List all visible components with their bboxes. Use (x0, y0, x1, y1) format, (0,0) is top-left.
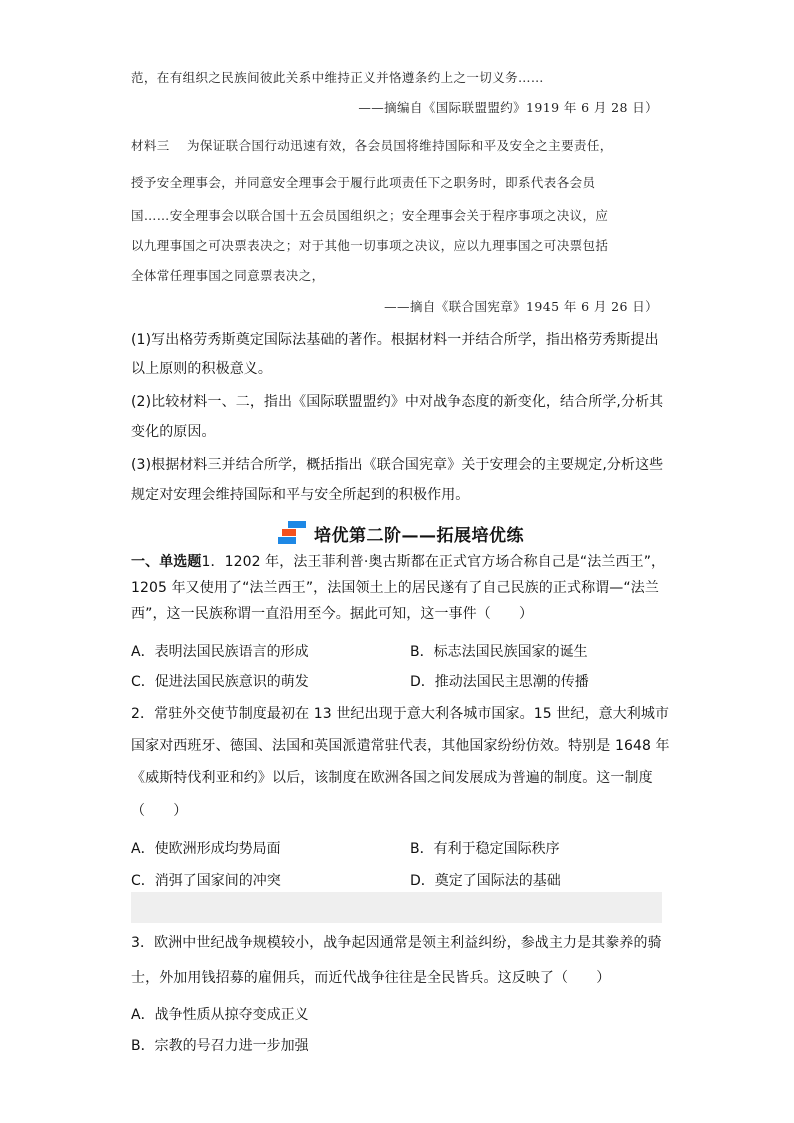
material-source: ——摘编自《国际联盟盟约》1919 年 6 月 28 日） (358, 100, 658, 115)
mc-question-3-line-1: 3．欧洲中世纪战争规模较小，战争起因通常是领主利益纠纷，参战主力是其豢养的骑 (131, 935, 662, 951)
mc-section-label: 一、单选题 (131, 554, 202, 570)
section-heading (278, 521, 524, 545)
material-text-line: 范，在有组织之民族间彼此关系中维持正义并恪遵条约上之一切义务…… (131, 70, 544, 85)
mc-question-2-line-2: 国家对西班牙、德国、法国和英国派遣常驻代表，其他国家纷纷仿效。特别是 1648 年 (131, 738, 670, 754)
mc-q3-option-b[interactable]: B．宗教的号召力进一步加强 (131, 1038, 309, 1054)
section-logo-icon (278, 521, 308, 545)
material-three-line-3: 国……安全理事会以联合国十五会员国组织之；安全理事会关于程序事项之决议，应 (131, 208, 609, 223)
mc-question-2-line-1: 2．常驻外交使节制度最初在 13 世纪出现于意大利各城市国家。15 世纪，意大利城市 (131, 706, 670, 722)
mc-question-1-line-2: 1205 年又使用了“法兰西王”，法国领土上的居民遂有了自己民族的正式称谓—“法兰 (131, 580, 659, 596)
mc-question-1-text: 1．1202 年，法王菲利普·奥古斯都在正式官方场合称自己是“法兰西王”， (201, 554, 666, 570)
section-title: 培优第二阶——拓展培优练 (314, 525, 524, 546)
mc-q1-option-b[interactable]: B．标志法国民族国家的诞生 (410, 644, 588, 660)
mc-q2-option-b[interactable]: B．有利于稳定国际秩序 (410, 841, 560, 857)
mc-question-2-line-4: （ ） (131, 803, 188, 819)
mc-q1-option-a[interactable]: A．表明法国民族语言的形成 (131, 644, 309, 660)
mc-q1-option-d[interactable]: D．推动法国民主思潮的传播 (410, 674, 589, 690)
question-3-line-2: 规定对安理会维持国际和平与安全所起到的积极作用。 (131, 487, 470, 503)
material-three-source: ——摘自《联合国宪章》1945 年 6 月 26 日） (384, 299, 658, 314)
mc-question-1-line-1 (131, 551, 665, 571)
mc-question-2-line-3: 《威斯特伐利亚和约》以后，该制度在欧洲各国之间发展成为普遍的制度。这一制度 (131, 770, 653, 786)
mc-q1-option-c[interactable]: C．促进法国民族意识的萌发 (131, 674, 309, 690)
mc-q2-option-a[interactable]: A．使欧洲形成均势局面 (131, 841, 281, 857)
mc-question-3-line-2: 士，外加用钱招募的雇佣兵，而近代战争往往是全民皆兵。这反映了（ ） (131, 970, 611, 986)
material-three-line-4: 以九理事国之可决票表决之；对于其他一切事项之决议，应以九理事国之可决票包括 (131, 238, 609, 253)
question-1-line-1: (1)写出格劳秀斯奠定国际法基础的著作。根据材料一并结合所学，指出格劳秀斯提出 (131, 332, 659, 348)
question-2-line-1: (2)比较材料一、二，指出《国际联盟盟约》中对战争态度的新变化，结合所学,分析其 (131, 394, 664, 410)
mc-q2-option-c[interactable]: C．消弭了国家间的冲突 (131, 873, 281, 889)
material-three-line-1: 材料三 为保证联合国行动迅速有效，各会员国将维持国际和平及安全之主要责任， (131, 138, 613, 153)
mc-question-1-line-3: 西”，这一民族称谓一直沿用至今。据此可知，这一事件（ ） (131, 606, 534, 622)
answer-gap-bar (131, 892, 662, 923)
mc-q3-option-a[interactable]: A．战争性质从掠夺变成正义 (131, 1007, 309, 1023)
question-2-line-2: 变化的原因。 (131, 424, 216, 440)
question-1-line-2: 以上原则的积极意义。 (131, 361, 272, 377)
mc-q2-option-d[interactable]: D．奠定了国际法的基础 (410, 873, 561, 889)
material-three-line-5: 全体常任理事国之同意票表决之， (131, 268, 325, 283)
question-3-line-1: (3)根据材料三并结合所学，概括指出《联合国宪章》关于安理会的主要规定,分析这些 (131, 457, 664, 473)
material-three-line-2: 授予安全理事会，并同意安全理事会于履行此项责任下之职务时，即系代表各会员 (131, 175, 596, 190)
